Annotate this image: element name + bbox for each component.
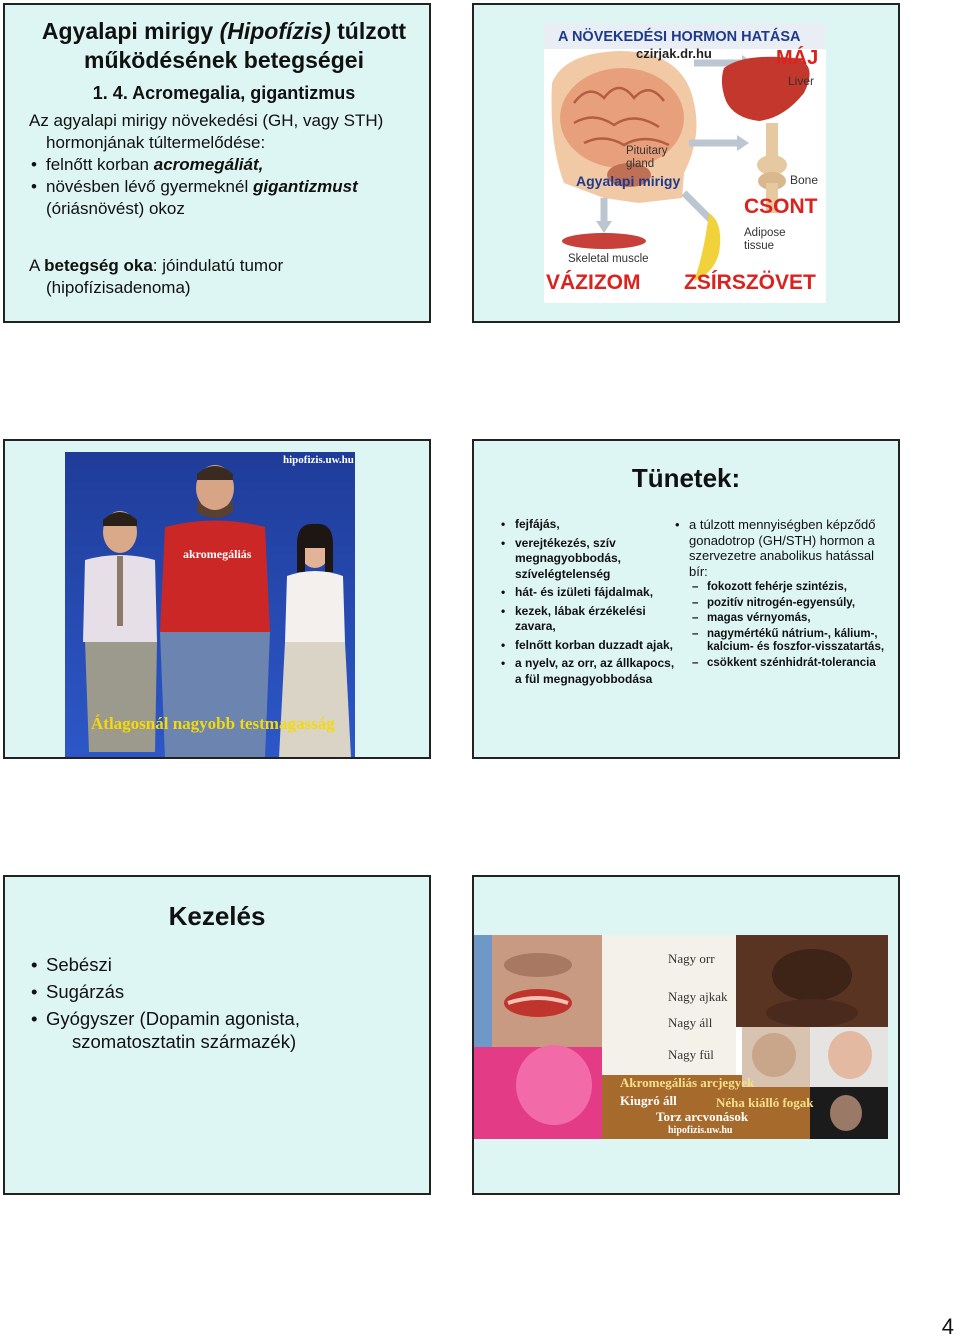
- bullet-adult: [29, 154, 424, 176]
- label-nagy-all: Nagy áll: [668, 1015, 713, 1030]
- infographic-header: A NÖVEKEDÉSI HORMON HATÁSA: [558, 29, 801, 45]
- slide-facial-features: [472, 875, 900, 1195]
- label-vazizom: VÁZIZOM: [546, 271, 641, 294]
- label-skeletal: Skeletal muscle: [568, 253, 649, 265]
- cause-continuation: (hipofízisadenoma): [46, 278, 191, 297]
- treatment-list: [29, 953, 424, 1053]
- facial-features-collage: [474, 935, 888, 1139]
- label-kiugro: Kiugró áll: [620, 1093, 677, 1108]
- treatment-title: Kezelés: [168, 901, 266, 931]
- anabolic-effects: [672, 517, 892, 670]
- cause-line: [29, 255, 424, 277]
- slide1-cause: [29, 255, 424, 299]
- title-part2: túlzott működésének betegségei: [84, 18, 407, 73]
- treatment-item: • Sebészi: [29, 953, 424, 976]
- effect-item: – nagymértékű nátrium-, kálium-, kalcium- és foszfor-visszatartás,: [672, 628, 892, 655]
- label-csont: CSONT: [744, 195, 818, 218]
- growth-hormone-infographic: [544, 23, 826, 303]
- anabolic-intro: • a túlzott mennyiségben képződő gonadotrop (GH/STH) hormon a szervezetre anabolikus hatással bír:: [672, 517, 892, 579]
- label-pituitary-line2: gland: [626, 158, 655, 170]
- photo-caption: Átlagosnál nagyobb testmagasság: [91, 714, 335, 733]
- photo-drawing: [65, 452, 355, 758]
- shirt-label: akromegáliás: [183, 547, 252, 561]
- title-part1: Agyalapi mirigy: [41, 18, 220, 44]
- effect-item: – magas vérnyomás,: [672, 612, 892, 626]
- symptom-item: • verejtékezés, szív megnagyobbodás, szívelégtelenség: [498, 536, 678, 583]
- label-nagy-ajkak: Nagy ajkak: [668, 989, 728, 1004]
- bullet1-text: felnőtt korban: [46, 155, 154, 174]
- cause-bold: betegség oka: [44, 256, 153, 275]
- symptom-item: • fejfájás,: [498, 517, 678, 533]
- slide1-body: [29, 110, 424, 220]
- symptom-item: • hát- és izületi fájdalmak,: [498, 585, 678, 601]
- bullet2-text: növésben lévő gyermeknél: [46, 177, 253, 196]
- cause-prefix: A: [29, 256, 45, 275]
- symptom-item: • felnőtt korban duzzadt ajak,: [498, 638, 678, 654]
- label-agyalapi: Agyalapi mirigy: [576, 173, 681, 189]
- symptom-item: • kezek, lábak érzékelési zavara,: [498, 604, 678, 635]
- symptoms-list: [498, 517, 678, 690]
- infographic-site: czirjak.dr.hu: [636, 46, 712, 61]
- height-comparison-photo: [65, 452, 355, 758]
- woman-shirt: [285, 571, 345, 642]
- collage-site: hipofizis.uw.hu: [668, 1125, 733, 1136]
- label-nagy-orr: Nagy orr: [668, 951, 715, 966]
- slide-symptoms: [472, 439, 900, 759]
- effect-item: – fokozott fehérje szintézis,: [672, 581, 892, 595]
- label-pituitary-line1: Pituitary: [626, 145, 668, 157]
- slide-acromegalia-intro: [3, 3, 431, 323]
- slide-growth-hormone-effects: [472, 3, 900, 323]
- slide-treatment: [3, 875, 431, 1195]
- photo-site: hipofizis.uw.hu: [283, 454, 354, 466]
- title-italic: (Hipofízis): [219, 18, 331, 44]
- label-nagy-ful: Nagy fül: [668, 1047, 714, 1062]
- symptoms-title-text: Tünetek:: [631, 463, 741, 493]
- label-bone: Bone: [790, 173, 819, 187]
- label-liver: Liver: [788, 74, 815, 88]
- label-pituitary: [626, 145, 668, 171]
- tall-man-shirt: [160, 521, 270, 633]
- treatment-item: • Sugárzás: [29, 980, 424, 1003]
- effect-item: – csökkent szénhidrát-tolerancia: [672, 657, 892, 671]
- bullet1-emphasis: acromegáliát,: [153, 155, 264, 174]
- bullet2-continuation: (óriásnövést) okoz: [46, 199, 185, 218]
- symptom-item: • a nyelv, az orr, az állkapocs, a fül megnagyobbodása: [498, 656, 678, 687]
- slide-acromegaly-photo: [3, 439, 431, 759]
- label-adipose-line2: tissue: [744, 240, 775, 252]
- label-arcjegyek: Akromegáliás arcjegyek: [620, 1075, 755, 1090]
- slide1-title: [29, 17, 419, 75]
- symptoms-title: [474, 463, 898, 494]
- slide1-subtitle: 1. 4. Acromegalia, gigantizmus: [92, 83, 356, 103]
- label-adipose: [744, 227, 786, 253]
- label-neha: Néha kiálló fogak: [716, 1095, 814, 1110]
- effect-item: – pozitív nitrogén-egyensúly,: [672, 597, 892, 611]
- bullet2-emphasis: gigantizmust: [252, 177, 358, 196]
- label-adipose-line1: Adipose: [744, 227, 786, 239]
- treatment-item-continuation: szomatosztatin származék): [72, 1031, 297, 1052]
- muscle-icon: [562, 233, 646, 249]
- treatment-item: • Gyógyszer (Dopamin agonista,: [29, 1007, 424, 1030]
- label-zsirszovet: ZSÍRSZÖVET: [684, 271, 816, 294]
- page-number: 4: [941, 1314, 954, 1339]
- label-maj: MÁJ: [776, 47, 819, 69]
- cause-text: : jóindulatú tumor: [152, 256, 284, 275]
- intro-line1: Az agyalapi mirigy növekedési (GH, vagy STH): [29, 111, 384, 130]
- intro-line2: hormonjának túltermelődése:: [46, 133, 266, 152]
- bullet-child: [29, 176, 424, 198]
- label-torz: Torz arcvonások: [656, 1109, 749, 1124]
